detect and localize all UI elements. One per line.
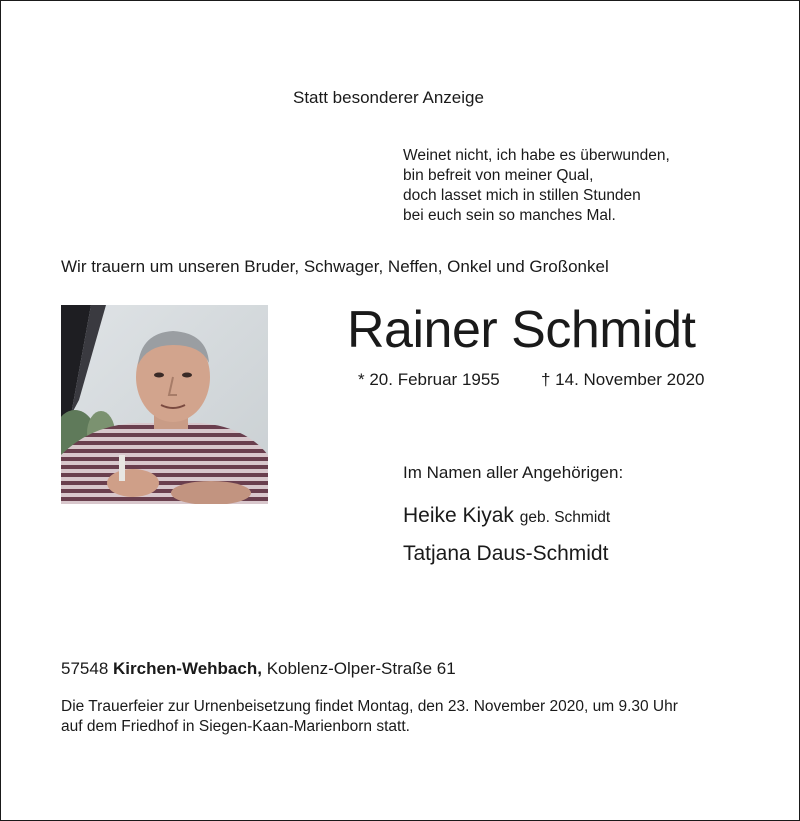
mourner-name-text: Heike Kiyak [403, 504, 514, 527]
birth-date: * 20. Februar 1955 [358, 370, 500, 389]
poem-line: Weinet nicht, ich habe es überwunden, [403, 147, 670, 164]
funeral-notice-line: auf dem Friedhof in Siegen-Kaan-Marienborn statt. [61, 718, 410, 735]
mourner-name [403, 542, 608, 566]
mourner-name-text: Tatjana Daus-Schmidt [403, 542, 609, 565]
death-date: † 14. November 2020 [541, 370, 705, 389]
on-behalf-text: Im Namen aller Angehörigen: [403, 463, 624, 482]
mourner-maiden-name: geb. Schmidt [519, 509, 611, 526]
deceased-name: Rainer Schmidt [347, 301, 696, 359]
address [61, 659, 456, 679]
funeral-notice [61, 697, 678, 737]
notice-header: Statt besonderer Anzeige [293, 88, 484, 107]
poem-line: bei euch sein so manches Mal. [403, 207, 616, 224]
funeral-notice-line: Die Trauerfeier zur Urnenbeisetzung findet Montag, den 23. November 2020, um 9.30 Uhr [61, 698, 678, 715]
poem-line: doch lasset mich in stillen Stunden [403, 187, 641, 204]
portrait-photo [61, 305, 268, 504]
intro-text: Wir trauern um unseren Bruder, Schwager, Neffen, Onkel und Großonkel [61, 257, 609, 276]
address-zip: 57548 [61, 659, 109, 678]
poem-line: bin befreit von meiner Qual, [403, 167, 594, 184]
address-city: Kirchen-Wehbach, [113, 659, 262, 678]
address-street: Koblenz-Olper-Straße 61 [266, 659, 456, 678]
poem [403, 146, 670, 226]
mourner-name [403, 504, 610, 528]
